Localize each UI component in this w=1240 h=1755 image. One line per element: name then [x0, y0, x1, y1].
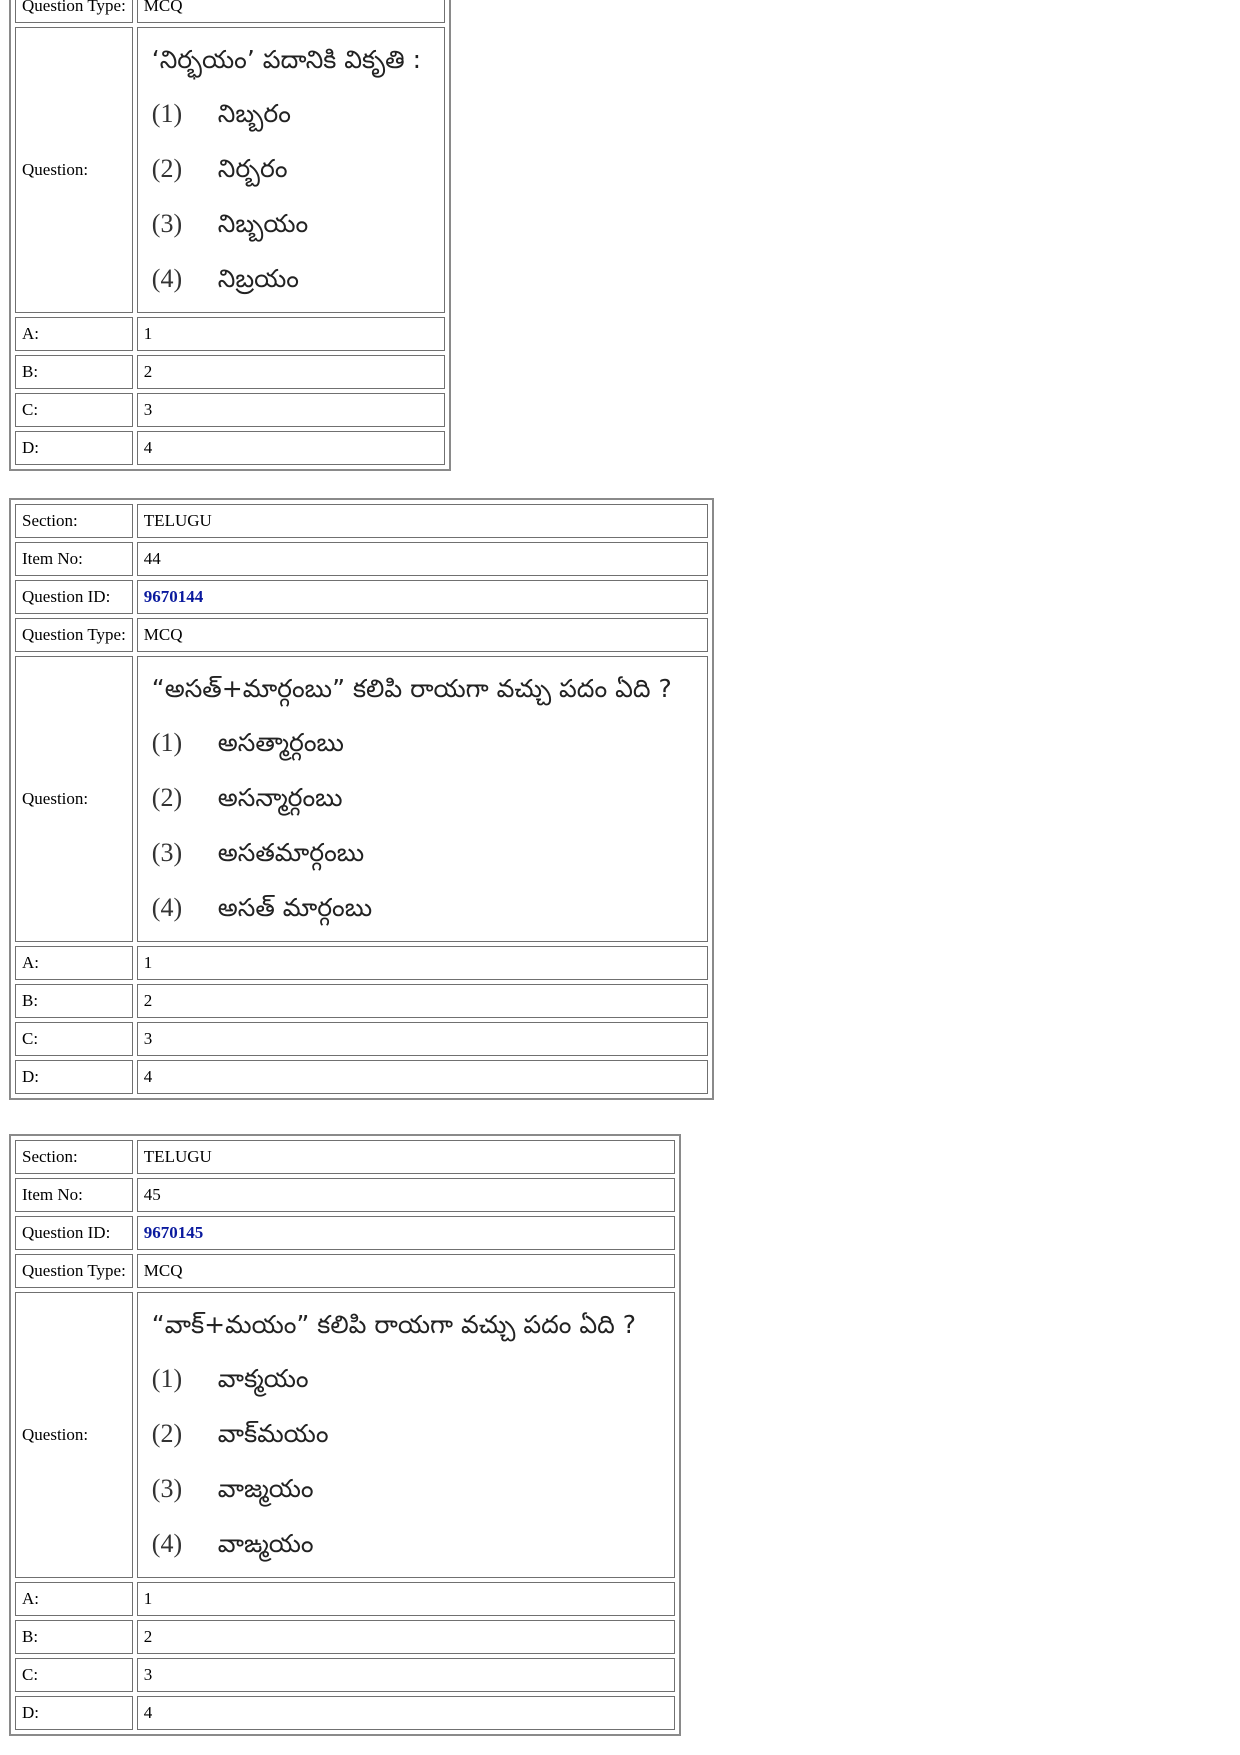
answer-b-row [15, 1620, 675, 1654]
question-type-value: MCQ [137, 1254, 675, 1288]
answer-b-value: 2 [137, 1620, 675, 1654]
answer-d-value: 4 [137, 1696, 675, 1730]
answer-a-value: 1 [137, 317, 445, 351]
answer-d-value: 4 [137, 431, 445, 465]
option-number: (4) [151, 893, 183, 922]
option-4 [152, 1516, 660, 1571]
section-row [15, 1140, 675, 1174]
question-type-row [15, 618, 708, 652]
answer-b-value: 2 [137, 984, 708, 1018]
section-label: Section: [15, 504, 133, 538]
answer-b-value: 2 [137, 355, 445, 389]
option-text: నిబ్రయం [217, 264, 299, 293]
answer-b-label: B: [15, 984, 133, 1018]
option-number: (3) [151, 1474, 183, 1503]
answer-c-value: 3 [137, 393, 445, 427]
option-text: అసతమార్గంబు [217, 838, 365, 867]
answer-a-label: A: [15, 317, 133, 351]
option-number: (2) [151, 783, 183, 812]
question-id-row [15, 580, 708, 614]
question-table-3 [9, 1134, 681, 1736]
answer-c-value: 3 [137, 1658, 675, 1692]
answer-a-value: 1 [137, 1582, 675, 1616]
answer-b-label: B: [15, 355, 133, 389]
question-type-label: Question Type: [15, 618, 133, 652]
answer-d-row [15, 1696, 675, 1730]
answer-d-row [15, 431, 445, 465]
question-id-row [15, 1216, 675, 1250]
question-id-label: Question ID: [15, 580, 133, 614]
answer-b-row [15, 984, 708, 1018]
answer-a-row [15, 317, 445, 351]
section-value: TELUGU [137, 504, 708, 538]
item-no-label: Item No: [15, 542, 133, 576]
question-content [137, 656, 708, 942]
option-text: నిర్బరం [217, 154, 288, 183]
section-row [15, 504, 708, 538]
option-text: నిబ్బయం [217, 209, 309, 238]
option-2 [152, 770, 693, 825]
question-id-label: Question ID: [15, 1216, 133, 1250]
answer-c-label: C: [15, 1658, 133, 1692]
option-number: (4) [151, 264, 183, 293]
answer-d-label: D: [15, 1060, 133, 1094]
item-no-value: 45 [137, 1178, 675, 1212]
question-row [15, 656, 708, 942]
option-text: వాఙ్మయం [217, 1529, 314, 1558]
question-row [15, 1292, 675, 1578]
answer-a-label: A: [15, 1582, 133, 1616]
option-3 [152, 1461, 660, 1516]
option-number: (2) [151, 154, 183, 183]
answer-a-label: A: [15, 946, 133, 980]
option-number: (1) [151, 1364, 183, 1393]
question-table-2 [9, 498, 714, 1100]
option-number: (4) [151, 1529, 183, 1558]
question-type-label: Question Type: [15, 0, 133, 23]
option-text: వాజ్మయం [217, 1474, 314, 1503]
option-4 [152, 251, 430, 306]
question-text: ‘నిర్భయం’ పదానికి వికృతి : [151, 45, 422, 74]
answer-d-value: 4 [137, 1060, 708, 1094]
answer-b-row [15, 355, 445, 389]
answer-d-label: D: [15, 431, 133, 465]
question-type-value: MCQ [137, 618, 708, 652]
option-number: (3) [151, 838, 183, 867]
question-content [137, 27, 445, 313]
answer-c-label: C: [15, 1022, 133, 1056]
answer-c-row [15, 1022, 708, 1056]
answer-a-value: 1 [137, 946, 708, 980]
question-id-value: 9670145 [137, 1216, 675, 1250]
question-type-value: MCQ [137, 0, 445, 23]
option-4 [152, 880, 693, 935]
option-1 [152, 1351, 660, 1406]
question-text: “అసత్+మార్గంబు” కలిపి రాయగా వచ్చు పదం ఏది ? [151, 674, 672, 703]
answer-c-row [15, 393, 445, 427]
option-number: (1) [151, 728, 183, 757]
answer-b-label: B: [15, 1620, 133, 1654]
question-text: “వాక్+మయం” కలిపి రాయగా వచ్చు పదం ఏది ? [151, 1310, 637, 1339]
answer-d-label: D: [15, 1696, 133, 1730]
answer-a-row [15, 1582, 675, 1616]
option-text: అసత్ మార్గంబు [217, 893, 373, 922]
question-type-label: Question Type: [15, 1254, 133, 1288]
option-text: నిబ్బరం [217, 99, 291, 128]
answer-d-row [15, 1060, 708, 1094]
question-label: Question: [15, 656, 133, 942]
answer-c-row [15, 1658, 675, 1692]
option-3 [152, 196, 430, 251]
option-text: వాక్మయం [217, 1364, 309, 1393]
option-text: అసత్మార్గంబు [217, 728, 344, 757]
option-text: అసన్మార్గంబు [217, 783, 343, 812]
option-number: (2) [151, 1419, 183, 1448]
option-number: (1) [151, 99, 183, 128]
question-type-row [15, 1254, 675, 1288]
item-no-row [15, 542, 708, 576]
option-3 [152, 825, 693, 880]
item-no-row [15, 1178, 675, 1212]
question-label: Question: [15, 27, 133, 313]
answer-c-label: C: [15, 393, 133, 427]
answer-a-row [15, 946, 708, 980]
option-2 [152, 141, 430, 196]
question-label: Question: [15, 1292, 133, 1578]
option-2 [152, 1406, 660, 1461]
question-row [15, 27, 445, 313]
item-no-label: Item No: [15, 1178, 133, 1212]
option-1 [152, 715, 693, 770]
option-text: వాక్‌మయం [217, 1419, 329, 1448]
answer-c-value: 3 [137, 1022, 708, 1056]
question-type-row [15, 0, 445, 23]
question-table-1 [9, 0, 451, 471]
question-content [137, 1292, 675, 1578]
option-number: (3) [151, 209, 183, 238]
item-no-value: 44 [137, 542, 708, 576]
section-label: Section: [15, 1140, 133, 1174]
question-id-value: 9670144 [137, 580, 708, 614]
section-value: TELUGU [137, 1140, 675, 1174]
option-1 [152, 86, 430, 141]
